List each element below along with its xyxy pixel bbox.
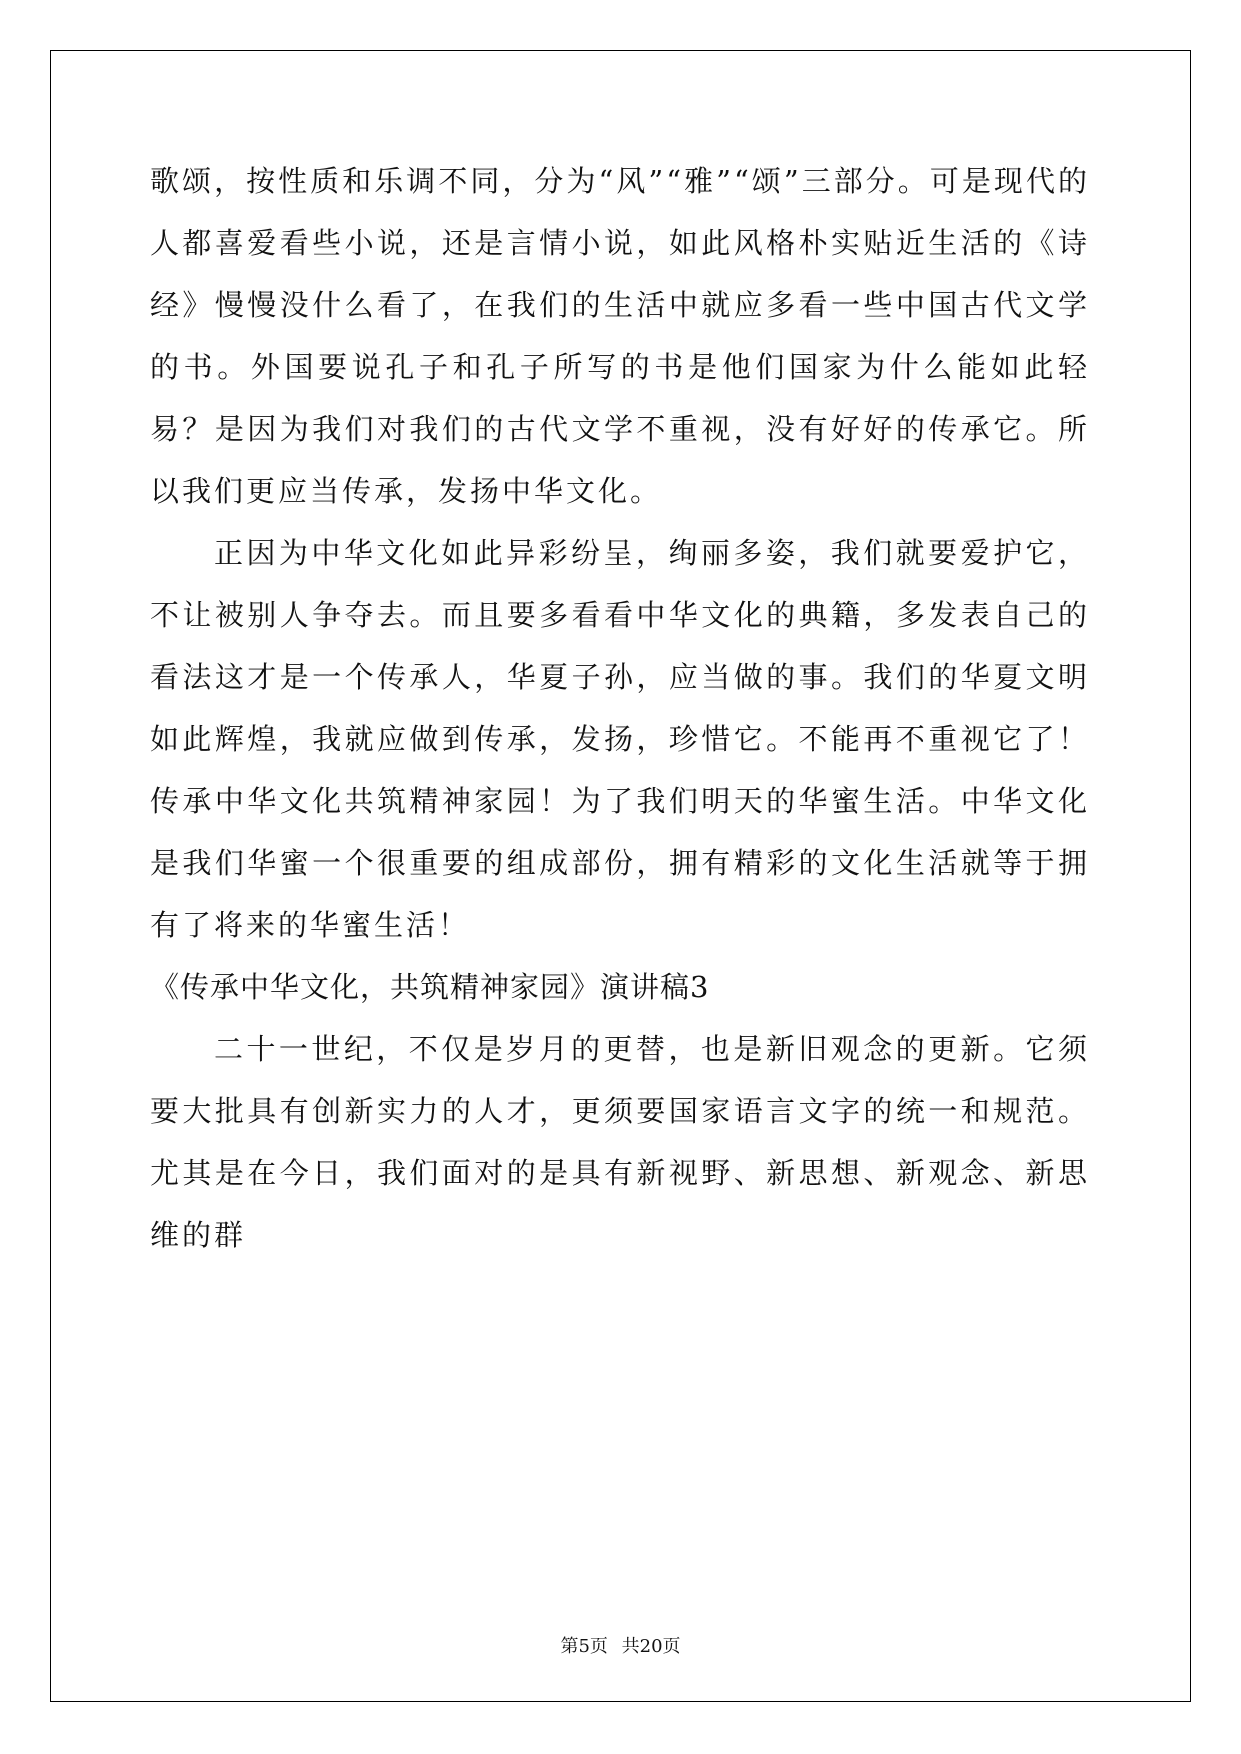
page-footer bbox=[0, 1632, 1241, 1658]
paragraph-2: 正因为中华文化如此异彩纷呈，绚丽多姿，我们就要爱护它，不让被别人争夺去。而且要多看看中华文化的典籍，多发表自己的看法这才是一个传承人，华夏子孙，应当做的事。我们的华夏文明如此辉煌，我就应做到传承，发扬，珍惜它。不能再不重视它了！传承中华文化共筑精神家园！为了我们明天的华蜜生活。中华文化是我们华蜜一个很重要的组成部份，拥有精彩的文化生活就等于拥有了将来的华蜜生活！ bbox=[150, 536, 1090, 942]
page-total: 共20页 bbox=[621, 1636, 681, 1657]
page-number: 第5页 bbox=[560, 1636, 608, 1657]
paragraph-3: 二十一世纪，不仅是岁月的更替，也是新旧观念的更新。它须要大批具有创新实力的人才，更须要国家语言文字的统一和规范。尤其是在今日，我们面对的是具有新视野、新思想、新观念、新思维的群 bbox=[150, 1032, 1090, 1252]
section-heading: 《传承中华文化，共筑精神家园》演讲稿3 bbox=[150, 970, 710, 1004]
paragraph-1: 歌颂，按性质和乐调不同，分为“风”“雅”“颂”三部分。可是现代的人都喜爱看些小说，还是言情小说，如此风格朴实贴近生活的《诗经》慢慢没什么看了，在我们的生活中就应多看一些中国古代文学的书。外国要说孔子和孔子所写的书是他们国家为什么能如此轻易？是因为我们对我们的古代文学不重视，没有好好的传承它。所以我们更应当传承，发扬中华文化。 bbox=[150, 164, 1090, 508]
document-body bbox=[150, 150, 1090, 1266]
